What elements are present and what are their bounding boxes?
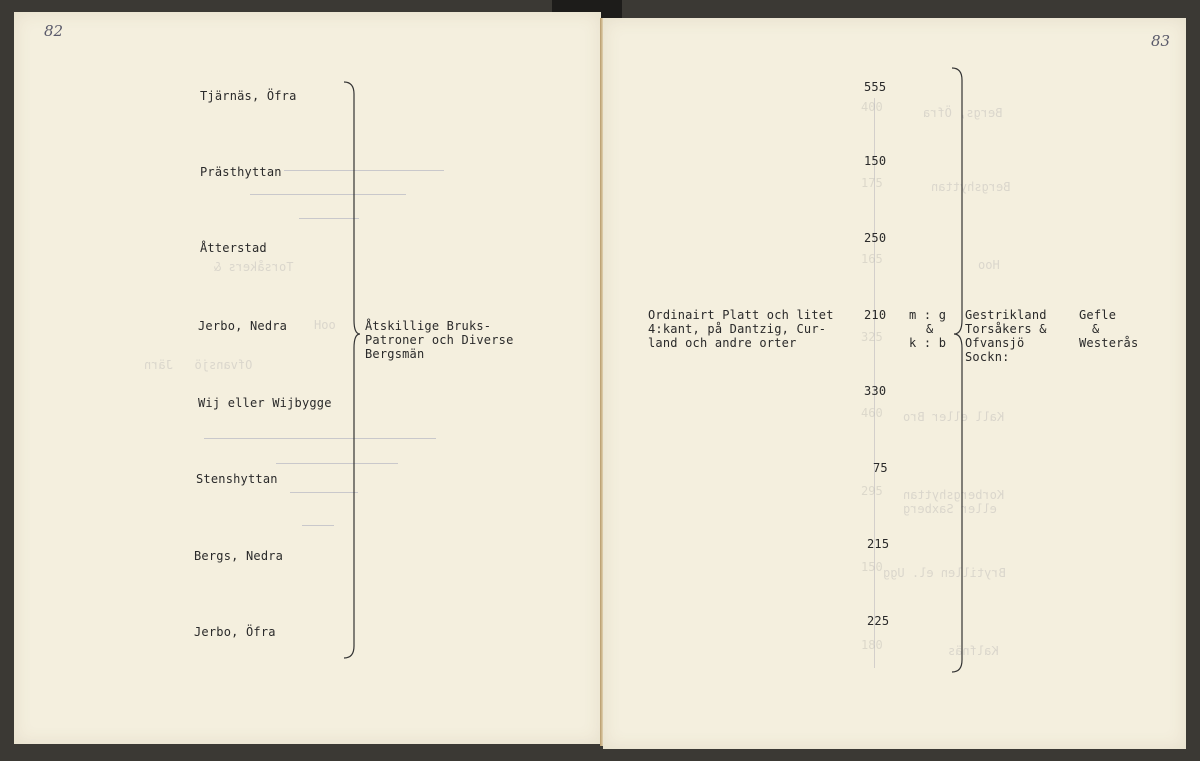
quantity: 555 — [864, 80, 887, 94]
port-line: Westerås — [1079, 336, 1139, 350]
quantity: 330 — [864, 384, 887, 398]
port-line: & — [1092, 322, 1100, 336]
pencil-rule — [874, 98, 875, 668]
quantity: 150 — [864, 154, 887, 168]
mark: m : g — [909, 308, 947, 322]
right-page-number: 83 — [1151, 32, 1171, 50]
pencil-line — [250, 194, 406, 195]
pencil-line — [302, 525, 334, 526]
mark: k : b — [909, 336, 947, 350]
place-name: Bergs, Nedra — [194, 549, 284, 563]
owner-line: Bergsmän — [365, 347, 425, 361]
place-name: Åtterstad — [200, 241, 267, 255]
quantity: 250 — [864, 231, 887, 245]
brace-left — [342, 80, 362, 660]
region-line: Sockn: — [965, 350, 1010, 364]
place-name: Tjärnäs, Öfra — [200, 89, 297, 103]
brace-right — [950, 66, 970, 674]
left-page-number: 82 — [44, 22, 64, 40]
port-line: Gefle — [1079, 308, 1117, 322]
quantity: 225 — [867, 614, 890, 628]
region-line: Ofvansjö — [965, 336, 1025, 350]
pencil-line — [284, 170, 444, 171]
right-page: 83 Bergs, Öfra Bergshyttan Hoo Kall eller Bro Korbergshyttan eller Saxberg Brytillen el. Ugg Kalfnäs 400 175 165 325 460 295 150 180 555 150 250 210 330 75 215 225 Ordinairt Platt och litet 4:kant, på Dantzig, Cur- land och andre orter m : g & k : b Gestrikland Torsåkers & Ofvansjö Sockn: Gefle & Westerås — [603, 18, 1186, 749]
description-line: land och andre orter — [648, 336, 797, 350]
place-name: Jerbo, Öfra — [194, 625, 276, 639]
quantity: 215 — [867, 537, 890, 551]
quantity: 75 — [873, 461, 888, 475]
place-name: Stenshyttan — [196, 472, 278, 486]
owner-line: Åtskillige Bruks- — [365, 319, 492, 333]
place-name: Jerbo, Nedra — [198, 319, 288, 333]
region-line: Torsåkers & — [965, 322, 1047, 336]
pencil-line — [204, 438, 436, 439]
quantity: 210 — [864, 308, 887, 322]
place-name: Prästhyttan — [200, 165, 282, 179]
region-line: Gestrikland — [965, 308, 1047, 322]
description-line: Ordinairt Platt och litet — [648, 308, 834, 322]
mark: & — [926, 322, 934, 336]
place-name: Wij eller Wijbygge — [198, 396, 332, 410]
description-line: 4:kant, på Dantzig, Cur- — [648, 322, 827, 336]
owner-line: Patroner och Diverse — [365, 333, 514, 347]
left-page: 82 Torsåkers & Ofvansjö Järn Hoo Tjärnäs, Öfra Prästhyttan Åtterstad Jerbo, Nedra Wij eller Wijbygge Stenshyttan Bergs, Nedra Jerbo, Öfra Åtskillige Bruks- Patroner och Diverse Bergsmän — [14, 12, 601, 744]
pencil-line — [276, 463, 398, 464]
